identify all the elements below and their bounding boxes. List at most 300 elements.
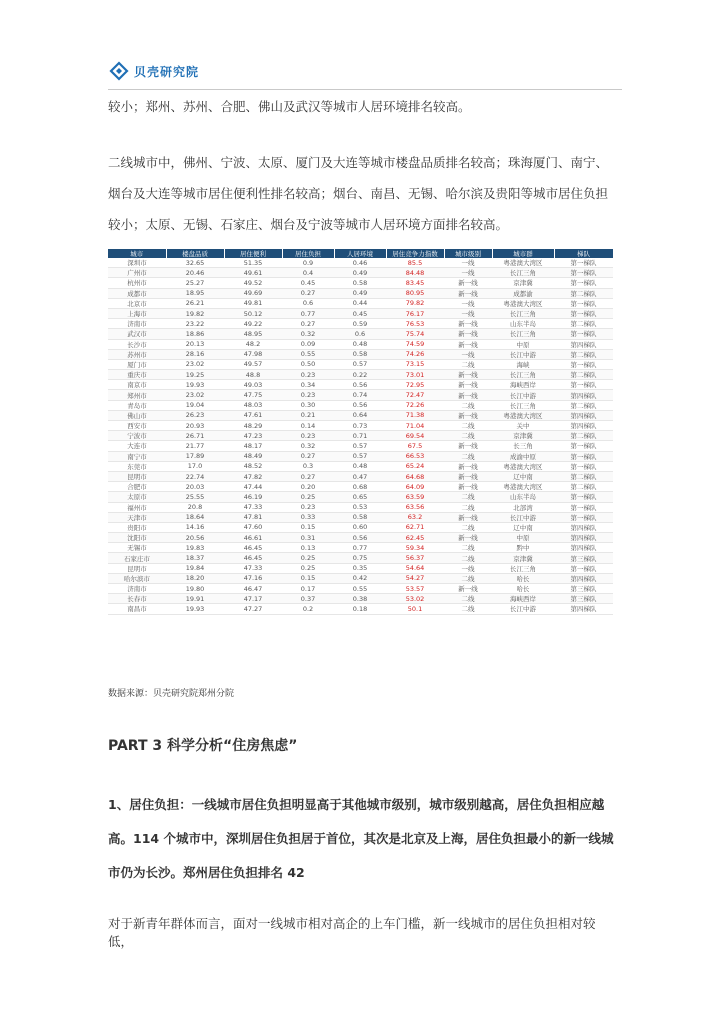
column-header: 城市 [108, 249, 166, 258]
table-row [108, 349, 613, 359]
column-header: 城市级别 [444, 249, 492, 258]
table-cell: 二线 [444, 543, 492, 553]
table-cell: 0.49 [334, 268, 386, 278]
table-cell: 第一梯队 [554, 329, 613, 339]
table-cell: 二线 [444, 431, 492, 441]
table-cell: 第二梯队 [554, 482, 613, 492]
table-cell: 0.30 [282, 400, 334, 410]
table-cell: 0.58 [334, 349, 386, 359]
table-cell: 沈阳市 [108, 533, 166, 543]
table-cell: 54.64 [386, 563, 444, 573]
table-row [108, 563, 613, 573]
table-cell: 0.22 [334, 370, 386, 380]
table-cell: 黔中 [492, 543, 554, 553]
table-row [108, 359, 613, 369]
table-cell: 0.25 [282, 563, 334, 573]
table-cell: 贵阳市 [108, 522, 166, 532]
table-cell: 72.95 [386, 380, 444, 390]
table-cell: 新一线 [444, 533, 492, 543]
table-cell: 73.01 [386, 370, 444, 380]
table-cell: 二线 [444, 359, 492, 369]
table-cell: 哈尔滨市 [108, 573, 166, 583]
table-row [108, 461, 613, 471]
table-cell: 第一梯队 [554, 278, 613, 288]
table-cell: 26.71 [166, 431, 224, 441]
table-cell: 北部湾 [492, 502, 554, 512]
table-row [108, 594, 613, 604]
table-cell: 新一线 [444, 380, 492, 390]
table-cell: 0.6 [334, 329, 386, 339]
table-cell: 新一线 [444, 441, 492, 451]
table-cell: 0.31 [282, 533, 334, 543]
table-row [108, 522, 613, 532]
table-cell: 长江三角 [492, 400, 554, 410]
table-cell: 0.44 [334, 298, 386, 308]
table-cell: 第一梯队 [554, 441, 613, 451]
table-cell: 72.47 [386, 390, 444, 400]
table-row [108, 278, 613, 288]
table-cell: 56.37 [386, 553, 444, 563]
table-cell: 19.93 [166, 604, 224, 614]
table-cell: 石家庄市 [108, 553, 166, 563]
table-cell: 0.45 [334, 308, 386, 318]
table-cell: 0.25 [282, 492, 334, 502]
table-cell: 0.75 [334, 553, 386, 563]
table-cell: 63.59 [386, 492, 444, 502]
table-cell: 76.53 [386, 319, 444, 329]
table-row [108, 431, 613, 441]
table-cell: 85.5 [386, 258, 444, 268]
table-cell: 67.5 [386, 441, 444, 451]
table-cell: 0.23 [282, 502, 334, 512]
table-cell: 0.18 [334, 604, 386, 614]
table-row [108, 553, 613, 563]
table-cell: 哈长 [492, 573, 554, 583]
table-cell: 19.83 [166, 543, 224, 553]
table-cell: 20.8 [166, 502, 224, 512]
table-cell: 18.86 [166, 329, 224, 339]
table-cell: 成都渝 [492, 288, 554, 298]
table-cell: 0.64 [334, 410, 386, 420]
data-source-note: 数据来源：贝壳研究院郑州分院 [108, 689, 235, 699]
table-cell: 第一梯队 [554, 492, 613, 502]
table-cell: 19.82 [166, 308, 224, 318]
table-cell: 63.2 [386, 512, 444, 522]
table-cell: 粤港澳大湾区 [492, 298, 554, 308]
table-cell: 80.95 [386, 288, 444, 298]
table-cell: 0.38 [334, 594, 386, 604]
table-cell: 0.27 [282, 319, 334, 329]
table-cell: 0.27 [282, 451, 334, 461]
table-cell: 28.16 [166, 349, 224, 359]
table-cell: 0.57 [334, 441, 386, 451]
table-cell: 二线 [444, 421, 492, 431]
table-cell: 19.04 [166, 400, 224, 410]
table-cell: 新一线 [444, 390, 492, 400]
table-cell: 济南市 [108, 319, 166, 329]
table-cell: 0.42 [334, 573, 386, 583]
table-cell: 22.74 [166, 471, 224, 481]
table-cell: 二线 [444, 573, 492, 583]
table-cell: 47.81 [224, 512, 282, 522]
table-cell: 0.23 [282, 431, 334, 441]
table-cell: 0.59 [334, 319, 386, 329]
table-cell: 14.16 [166, 522, 224, 532]
table-cell: 0.17 [282, 584, 334, 594]
table-cell: 0.47 [334, 471, 386, 481]
table-cell: 23.22 [166, 319, 224, 329]
table-cell: 53.02 [386, 594, 444, 604]
table-cell: 0.74 [334, 390, 386, 400]
table-cell: 0.9 [282, 258, 334, 268]
table-cell: 长沙市 [108, 339, 166, 349]
table-cell: 48.03 [224, 400, 282, 410]
table-cell: 0.4 [282, 268, 334, 278]
second-tier-paragraph: 二线城市中，佛州、宁波、太原、厦门及大连等城市楼盘品质排名较高；珠海厦门、南宁、烟台及大连等城市居住便利性排名较高；烟台、南昌、无锡、哈尔滨及贵阳等城市居住负担较小；太原、无锡、石家庄、烟台及宁波等城市人居环境方面排名较高。 [108, 155, 609, 232]
table-cell: 0.58 [334, 278, 386, 288]
closing-line: 对于新青年群体而言，面对一线城市相对高企的上车门槛，新一线城市的居住负担相对较低， [108, 916, 596, 949]
table-cell: 第二梯队 [554, 431, 613, 441]
table-cell: 19.80 [166, 584, 224, 594]
table-cell: 新一线 [444, 471, 492, 481]
table-cell: 山东半岛 [492, 319, 554, 329]
table-cell: 成都市 [108, 288, 166, 298]
table-cell: 71.38 [386, 410, 444, 420]
table-cell: 54.27 [386, 573, 444, 583]
table-cell: 合肥市 [108, 482, 166, 492]
table-row [108, 258, 613, 268]
intro-line: 较小；郑州、苏州、合肥、佛山及武汉等城市人居环境排名较高。 [108, 99, 471, 114]
table-cell: 京津冀 [492, 278, 554, 288]
table-cell: 17.0 [166, 461, 224, 471]
table-cell: 47.60 [224, 522, 282, 532]
table-cell: 25.55 [166, 492, 224, 502]
table-cell: 第四梯队 [554, 390, 613, 400]
table-cell: 海峡 [492, 359, 554, 369]
brand-logo [108, 60, 199, 82]
table-cell: 南宁市 [108, 451, 166, 461]
table-cell: 47.23 [224, 431, 282, 441]
table-cell: 新一线 [444, 329, 492, 339]
table-cell: 69.54 [386, 431, 444, 441]
table-cell: 18.37 [166, 553, 224, 563]
table-cell: 0.68 [334, 482, 386, 492]
table-row [108, 512, 613, 522]
table-row [108, 380, 613, 390]
table-cell: 新一线 [444, 410, 492, 420]
table-cell: 福州市 [108, 502, 166, 512]
table-cell: 46.19 [224, 492, 282, 502]
table-row [108, 471, 613, 481]
table-cell: 中原 [492, 339, 554, 349]
table-row [108, 298, 613, 308]
table-cell: 天津市 [108, 512, 166, 522]
column-header: 梯队 [554, 249, 613, 258]
table-cell: 0.23 [282, 390, 334, 400]
table-cell: 47.33 [224, 502, 282, 512]
table-cell: 0.77 [282, 308, 334, 318]
table-cell: 长三角 [492, 441, 554, 451]
table-row [108, 584, 613, 594]
table-row [108, 288, 613, 298]
table-cell: 47.82 [224, 471, 282, 481]
table-cell: 粤港澳大湾区 [492, 461, 554, 471]
table-cell: 0.48 [334, 461, 386, 471]
table-cell: 0.50 [282, 359, 334, 369]
table-cell: 49.52 [224, 278, 282, 288]
table-cell: 49.22 [224, 319, 282, 329]
table-cell: 0.33 [282, 512, 334, 522]
table-cell: 长江中游 [492, 390, 554, 400]
table-cell: 粤港澳大湾区 [492, 482, 554, 492]
table-cell: 0.23 [282, 370, 334, 380]
table-cell: 72.26 [386, 400, 444, 410]
table-cell: 32.65 [166, 258, 224, 268]
table-cell: 南京市 [108, 380, 166, 390]
table-cell: 47.16 [224, 573, 282, 583]
table-row [108, 390, 613, 400]
table-body [108, 258, 613, 614]
table-cell: 48.2 [224, 339, 282, 349]
table-cell: 46.47 [224, 584, 282, 594]
table-cell: 83.45 [386, 278, 444, 288]
table-cell: 太原市 [108, 492, 166, 502]
table-cell: 第一梯队 [554, 359, 613, 369]
table-cell: 二线 [444, 522, 492, 532]
table-cell: 海峡西岸 [492, 594, 554, 604]
section-title: PART 3 科学分析“住房焦虑” [108, 738, 298, 754]
table-cell: 0.57 [334, 359, 386, 369]
table-cell: 20.56 [166, 533, 224, 543]
table-row [108, 329, 613, 339]
table-row [108, 441, 613, 451]
table-cell: 第一梯队 [554, 563, 613, 573]
table-row [108, 400, 613, 410]
table-cell: 20.03 [166, 482, 224, 492]
table-cell: 第一梯队 [554, 298, 613, 308]
table-cell: 长江三角 [492, 329, 554, 339]
table-row [108, 410, 613, 420]
table-cell: 第一梯队 [554, 461, 613, 471]
table-cell: 第四梯队 [554, 421, 613, 431]
table-cell: 49.61 [224, 268, 282, 278]
table-row [108, 339, 613, 349]
table-cell: 0.20 [282, 482, 334, 492]
table-cell: 长江三角 [492, 268, 554, 278]
table-cell: 0.32 [282, 329, 334, 339]
table-cell: 南昌市 [108, 604, 166, 614]
table-row [108, 533, 613, 543]
table-cell: 50.1 [386, 604, 444, 614]
table-cell: 84.48 [386, 268, 444, 278]
table-cell: 第一梯队 [554, 502, 613, 512]
table-cell: 新一线 [444, 319, 492, 329]
table-cell: 49.81 [224, 298, 282, 308]
table-cell: 一线 [444, 308, 492, 318]
table-cell: 0.09 [282, 339, 334, 349]
table-cell: 关中 [492, 421, 554, 431]
table-cell: 北京市 [108, 298, 166, 308]
table-cell: 济南市 [108, 584, 166, 594]
table-cell: 新一线 [444, 288, 492, 298]
table-cell: 74.59 [386, 339, 444, 349]
table-cell: 第一梯队 [554, 451, 613, 461]
table-cell: 0.2 [282, 604, 334, 614]
table-cell: 0.45 [282, 278, 334, 288]
table-cell: 第二梯队 [554, 370, 613, 380]
table-cell: 新一线 [444, 512, 492, 522]
table-cell: 新一线 [444, 370, 492, 380]
table-cell: 48.49 [224, 451, 282, 461]
table-cell: 第四梯队 [554, 573, 613, 583]
table-cell: 49.69 [224, 288, 282, 298]
table-cell: 东莞市 [108, 461, 166, 471]
table-cell: 47.17 [224, 594, 282, 604]
table-cell: 76.17 [386, 308, 444, 318]
column-header: 居住负担 [282, 249, 334, 258]
table-cell: 73.15 [386, 359, 444, 369]
table-cell: 0.53 [334, 502, 386, 512]
table-cell: 0.27 [282, 288, 334, 298]
header-divider [108, 89, 622, 90]
table-cell: 一线 [444, 349, 492, 359]
table-cell: 49.57 [224, 359, 282, 369]
table-row [108, 268, 613, 278]
table-cell: 19.84 [166, 563, 224, 573]
table-cell: 75.74 [386, 329, 444, 339]
table-cell: 0.65 [334, 492, 386, 502]
table-cell: 第三梯队 [554, 553, 613, 563]
data-table [108, 249, 614, 615]
table-row [108, 421, 613, 431]
table-cell: 19.93 [166, 380, 224, 390]
table-cell: 新一线 [444, 482, 492, 492]
table-cell: 49.03 [224, 380, 282, 390]
table-cell: 0.60 [334, 522, 386, 532]
table-cell: 西安市 [108, 421, 166, 431]
table-cell: 新一线 [444, 278, 492, 288]
table-cell: 一线 [444, 268, 492, 278]
table-cell: 第四梯队 [554, 522, 613, 532]
city-ranking-table [108, 249, 613, 615]
table-cell: 26.23 [166, 410, 224, 420]
table-cell: 武汉市 [108, 329, 166, 339]
table-cell: 第一梯队 [554, 258, 613, 268]
table-cell: 长江三角 [492, 308, 554, 318]
table-cell: 长江中游 [492, 512, 554, 522]
table-cell: 第四梯队 [554, 543, 613, 553]
table-cell: 第一梯队 [554, 308, 613, 318]
table-cell: 二线 [444, 553, 492, 563]
table-cell: 二线 [444, 492, 492, 502]
table-cell: 62.45 [386, 533, 444, 543]
table-cell: 0.77 [334, 543, 386, 553]
table-cell: 64.09 [386, 482, 444, 492]
table-cell: 粤港澳大湾区 [492, 410, 554, 420]
table-cell: 63.56 [386, 502, 444, 512]
table-cell: 第三梯队 [554, 584, 613, 594]
table-cell: 二线 [444, 451, 492, 461]
table-cell: 0.35 [334, 563, 386, 573]
table-cell: 25.27 [166, 278, 224, 288]
table-row [108, 492, 613, 502]
table-cell: 辽中南 [492, 471, 554, 481]
table-cell: 大连市 [108, 441, 166, 451]
table-cell: 51.35 [224, 258, 282, 268]
table-cell: 20.93 [166, 421, 224, 431]
table-cell: 48.29 [224, 421, 282, 431]
table-cell: 长江中游 [492, 349, 554, 359]
brand-logo-icon [108, 60, 130, 82]
table-cell: 0.46 [334, 258, 386, 268]
table-cell: 第四梯队 [554, 339, 613, 349]
table-cell: 23.02 [166, 390, 224, 400]
table-cell: 18.20 [166, 573, 224, 583]
column-header: 居住便利 [224, 249, 282, 258]
table-cell: 第四梯队 [554, 410, 613, 420]
table-cell: 47.33 [224, 563, 282, 573]
table-cell: 0.56 [334, 400, 386, 410]
table-cell: 第一梯队 [554, 512, 613, 522]
table-cell: 苏州市 [108, 349, 166, 359]
column-header: 城市群 [492, 249, 554, 258]
table-cell: 二线 [444, 604, 492, 614]
table-cell: 0.14 [282, 421, 334, 431]
table-cell: 第二梯队 [554, 471, 613, 481]
table-cell: 0.56 [334, 380, 386, 390]
table-cell: 23.02 [166, 359, 224, 369]
table-cell: 65.24 [386, 461, 444, 471]
table-cell: 一线 [444, 563, 492, 573]
table-cell: 0.6 [282, 298, 334, 308]
table-cell: 79.82 [386, 298, 444, 308]
table-cell: 47.27 [224, 604, 282, 614]
table-row [108, 543, 613, 553]
table-cell: 第四梯队 [554, 533, 613, 543]
column-header: 楼盘品质 [166, 249, 224, 258]
table-cell: 0.32 [282, 441, 334, 451]
table-cell: 21.77 [166, 441, 224, 451]
table-cell: 第四梯队 [554, 604, 613, 614]
table-row [108, 319, 613, 329]
table-cell: 辽中南 [492, 522, 554, 532]
table-cell: 昆明市 [108, 563, 166, 573]
table-cell: 京津冀 [492, 431, 554, 441]
table-cell: 第一梯队 [554, 268, 613, 278]
table-cell: 46.45 [224, 543, 282, 553]
table-cell: 0.58 [334, 512, 386, 522]
table-cell: 0.57 [334, 451, 386, 461]
page-header [108, 56, 622, 90]
table-cell: 厦门市 [108, 359, 166, 369]
table-row [108, 482, 613, 492]
table-cell: 第一梯队 [554, 380, 613, 390]
table-cell: 新一线 [444, 339, 492, 349]
table-cell: 50.12 [224, 308, 282, 318]
table-cell: 26.21 [166, 298, 224, 308]
table-cell: 48.8 [224, 370, 282, 380]
table-cell: 46.61 [224, 533, 282, 543]
table-cell: 哈长 [492, 584, 554, 594]
table-row [108, 370, 613, 380]
table-row [108, 308, 613, 318]
table-cell: 重庆市 [108, 370, 166, 380]
table-cell: 20.13 [166, 339, 224, 349]
table-cell: 48.52 [224, 461, 282, 471]
table-cell: 18.95 [166, 288, 224, 298]
table-cell: 二线 [444, 594, 492, 604]
table-cell: 0.55 [282, 349, 334, 359]
